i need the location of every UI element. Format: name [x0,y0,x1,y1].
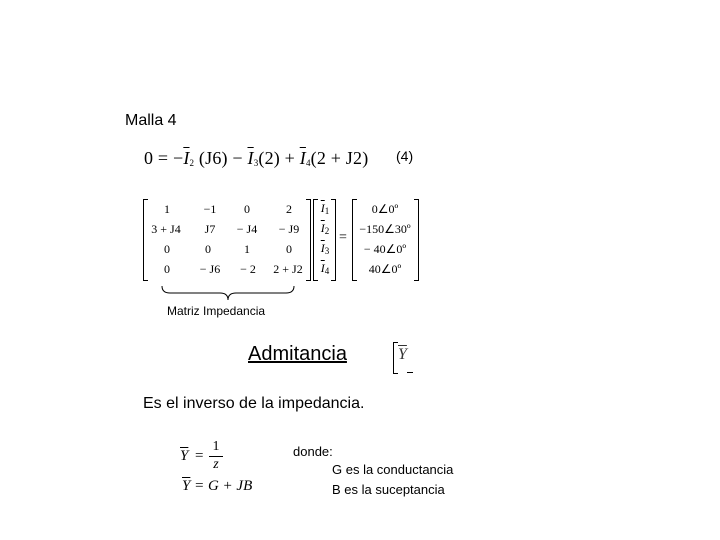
description: Es el inverso de la impedancia. [143,395,365,412]
def1-lhs: $\overline{Y}$ [180,448,189,464]
rhs-vector-right-bracket [414,199,419,281]
equation-number: (4) [396,148,414,164]
current-entry-letter: $\overline{I}$ [320,261,325,275]
eq-current-i3: $\overline{I}$ [247,148,254,168]
impedance-cell: − 2 [240,262,256,276]
impedance-cell: 0 [164,262,170,276]
impedance-cell: 1 [244,242,250,256]
current-entry-sub: 2 [324,226,330,236]
where-label: donde: [293,444,333,459]
equals-sign: = [339,230,347,245]
eq-current-i2-sub: 2 [189,158,195,168]
current-entry [314,241,336,256]
eq-current-i4: $\overline{I}$ [299,148,306,168]
rhs-entry: 40∠0º [368,262,402,276]
susceptance-line: B es la suceptancia [332,482,445,497]
rhs-entry: −150∠30º [359,222,411,236]
eq-term-2: (2) + [258,148,296,168]
brace-label: Matriz Impedancia [167,304,266,318]
rhs-entry: 0∠0º [371,202,399,216]
impedance-cell: − J6 [199,262,221,276]
impedance-cell: − J9 [278,222,300,236]
impedance-cell: 2 [286,202,292,216]
current-entry-letter: $\overline{I}$ [320,221,325,235]
current-entry-sub: 4 [324,266,330,276]
def1-equals: = [195,448,204,464]
impedance-cell: 3 + J4 [151,222,181,236]
impedance-cell: 2 + J2 [273,262,303,276]
impedance-cell: 0 [205,242,211,256]
eq-term-1: (J6) − [198,148,243,168]
mesh-equation [144,148,368,169]
impedance-cell: 0 [164,242,170,256]
admittance-dash [407,372,413,373]
impedance-cell: −1 [203,202,217,216]
brace-icon [160,284,296,302]
impedance-cell: 1 [164,202,170,216]
impedance-cell: 0 [286,242,292,256]
eq-term-3: (2 + J2) [310,148,369,168]
rhs-entry: − 40∠0º [363,242,407,256]
eq-zero: 0 = − [144,148,184,168]
eq-current-i4-sub: 4 [305,158,311,168]
current-entry [314,261,336,276]
eq-current-i3-sub: 3 [253,158,259,168]
current-entry-sub: 3 [324,246,330,256]
impedance-cell: 0 [244,202,250,216]
current-entry-sub: 1 [324,206,330,216]
heading: Malla 4 [125,112,177,129]
current-entry-letter: $\overline{I}$ [320,201,325,215]
current-entry [314,201,336,216]
eq-current-i2: $\overline{I}$ [183,148,190,168]
conductance-line: G es la conductancia [332,462,454,477]
current-entry-letter: $\overline{I}$ [320,241,325,255]
admittance-title: Admitancia [248,343,347,365]
def2-rhs: = G + JB [194,478,253,494]
def1-numerator: 1 [212,439,220,454]
current-entry [314,221,336,236]
def1-denominator: z [213,457,219,472]
impedance-cell: J7 [204,222,216,236]
admittance-components [182,478,252,495]
def2-lhs: $\overline{Y}$ [182,478,191,494]
admittance-letter: $\overline{Y}$ [398,346,407,363]
impedance-cell: − J4 [236,222,258,236]
